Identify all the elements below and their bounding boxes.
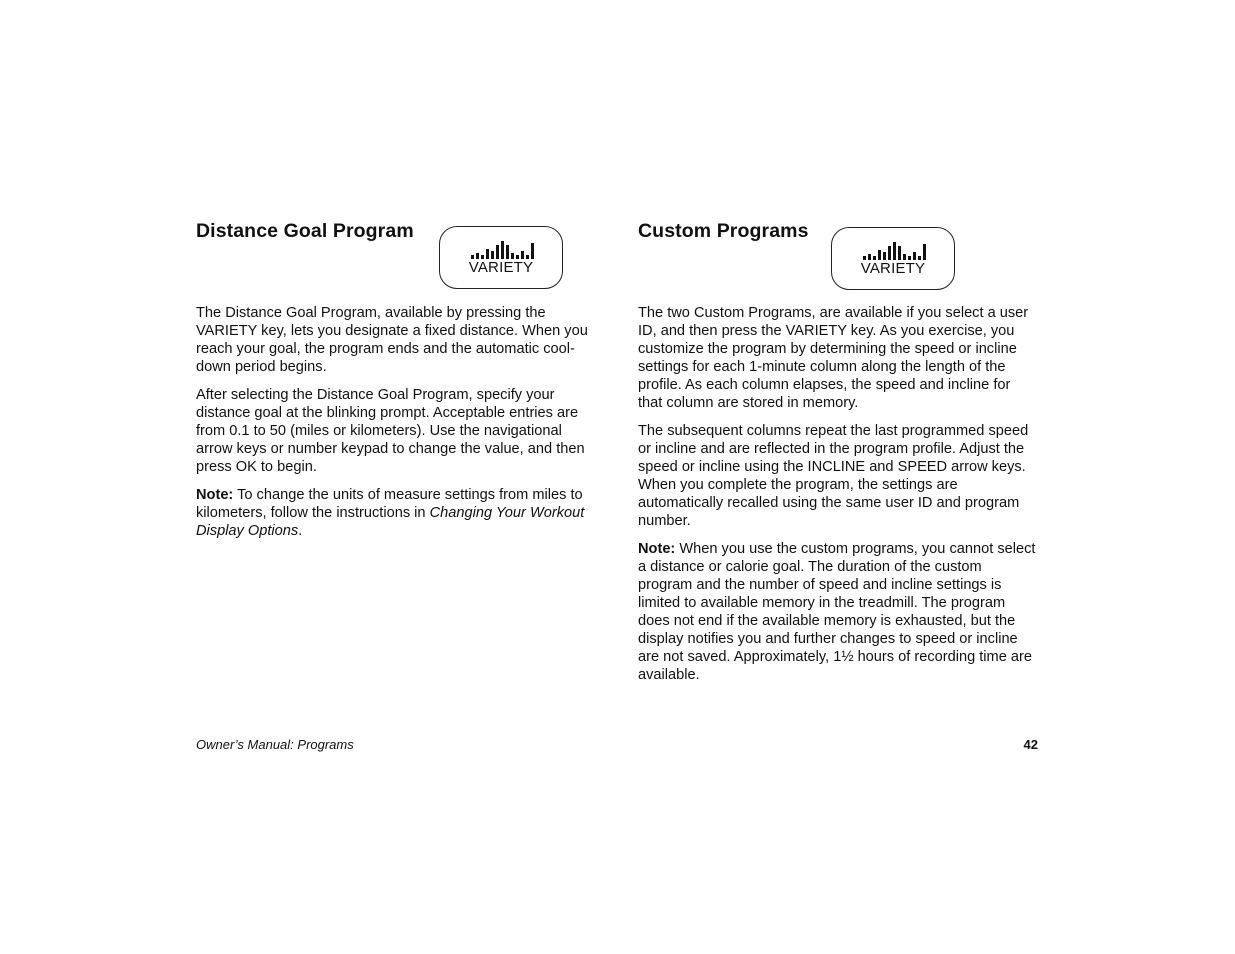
note-paragraph: [196, 486, 596, 540]
note-label: Note:: [638, 541, 676, 557]
section-header: [196, 218, 596, 304]
note-paragraph: [638, 540, 1038, 684]
distance-goal-section: [196, 218, 596, 550]
variety-key-label: VARIETY: [860, 260, 926, 277]
footer-title: Owner’s Manual: Programs: [196, 737, 354, 752]
note-label: Note:: [196, 487, 234, 503]
paragraph: The two Custom Programs, are available if you select a user ID, and then press the VARIETY key. As you exercise, you customize the program by determining the speed or incline settings for each 1-minute column along the length of the profile. As each column elapses, the speed and incline for that column are stored in memory.: [638, 305, 1029, 411]
section-heading: Custom Programs: [638, 220, 809, 242]
note-text: To change the units of measure settings from miles to kilometers, follow the instructions in: [196, 487, 583, 521]
note-text: When you use the custom programs, you cannot select a distance or calorie goal. The duration of the custom program and the number of speed and incline settings is limited to available memory in the treadmill. The program does not end if the available memory is exhausted, but the display notifies you and further changes to speed or incline are not saved. Approximately, 1½ hours of recording time are available.: [638, 541, 1036, 683]
bar-profile-icon: [470, 238, 534, 260]
section-heading: Distance Goal Program: [196, 220, 414, 242]
note-reference: Changing Your Workout Display Options: [196, 505, 585, 539]
variety-key-graphic: [439, 226, 563, 289]
section-header: [638, 218, 1038, 304]
custom-programs-section: [638, 218, 1038, 694]
page-number: 42: [1023, 737, 1038, 752]
paragraph: The subsequent columns repeat the last programmed speed or incline and are reflected in the program profile. Adjust the speed or incline using the INCLINE and SPEED arrow keys. When you complete the program, the settings are automatically recalled using the same user ID and program number.: [638, 423, 1029, 529]
paragraph: After selecting the Distance Goal Program, specify your distance goal at the blinking prompt. Acceptable entries are from 0.1 to 50 (miles or kilometers). Use the navigational arrow keys or number keypad to change the value, and then press OK to begin.: [196, 387, 585, 475]
variety-key-label: VARIETY: [468, 259, 534, 276]
note-end: .: [298, 523, 303, 539]
bar-profile-icon: [862, 239, 926, 261]
variety-key-graphic: [831, 227, 955, 290]
paragraph: The Distance Goal Program, available by pressing the VARIETY key, lets you designate a fixed distance. When you reach your goal, the program ends and the automatic cool-down period begins.: [196, 305, 588, 375]
